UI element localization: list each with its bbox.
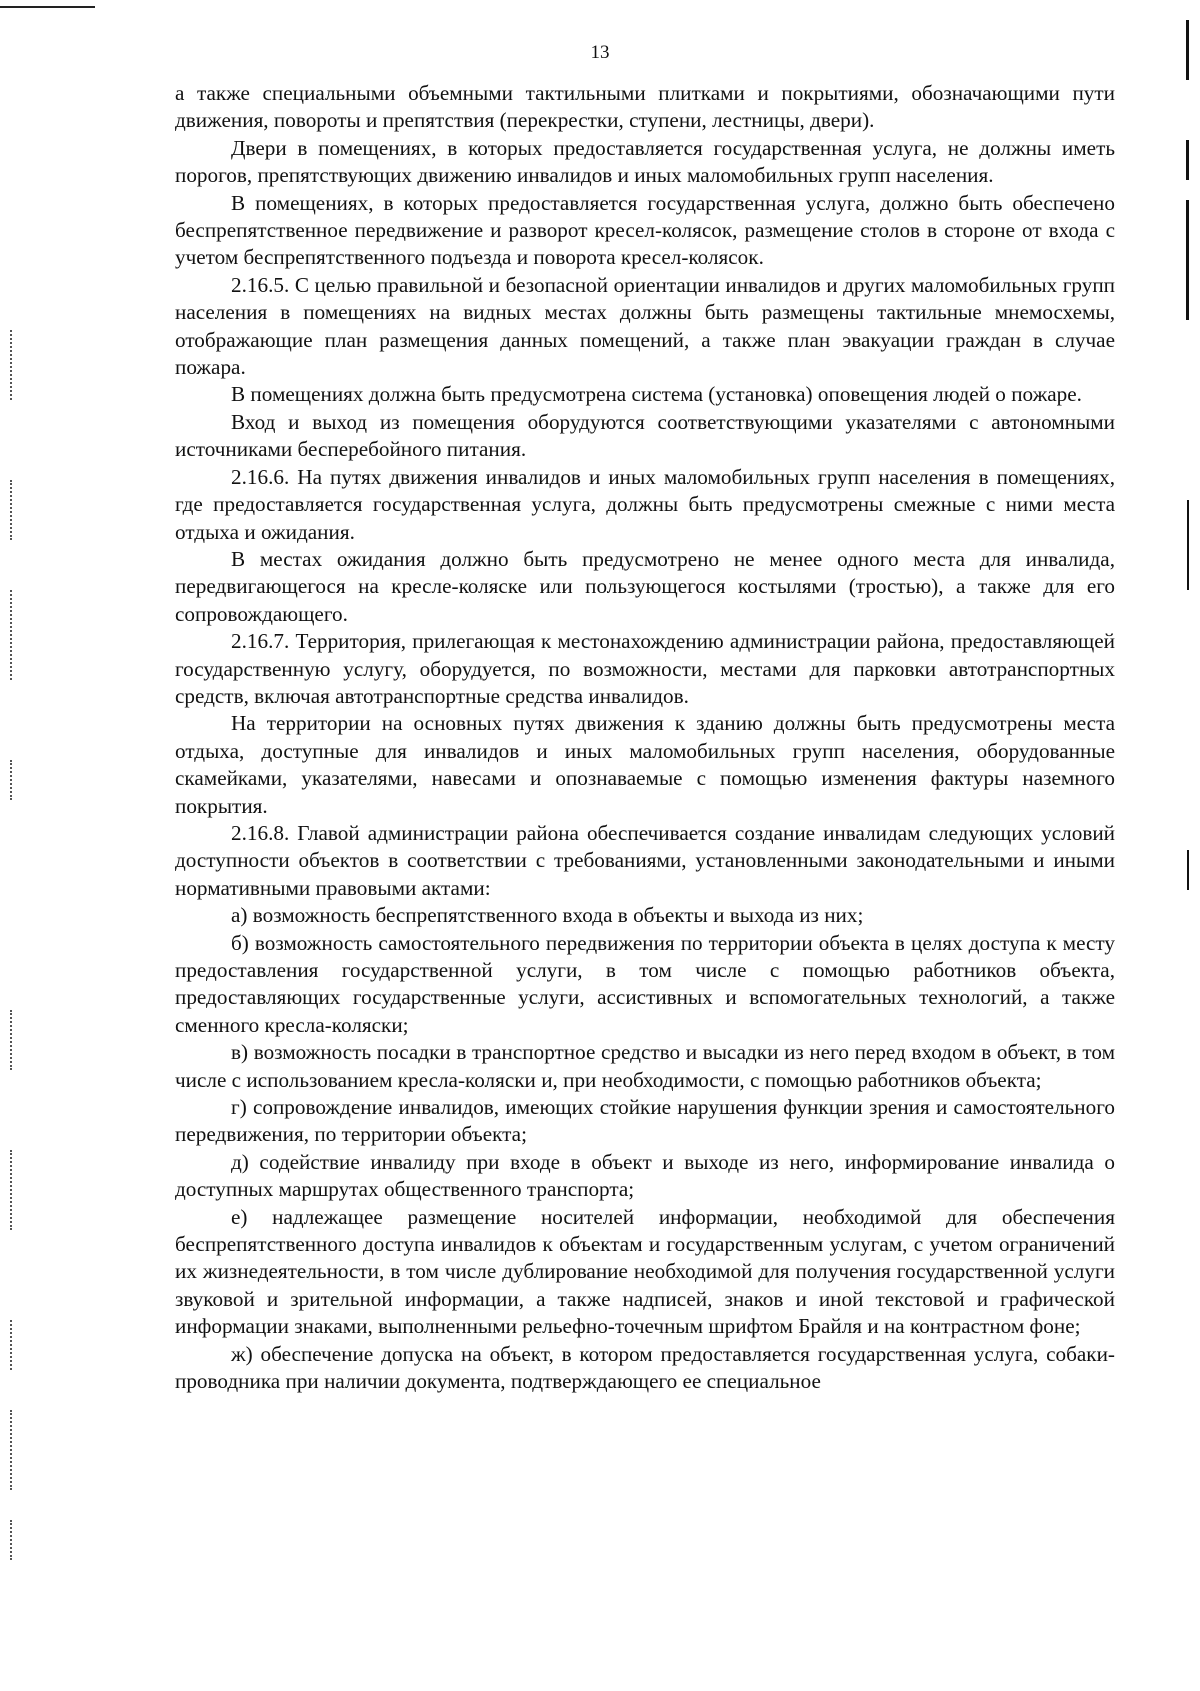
scan-edge-mark-right-4 — [1187, 500, 1189, 590]
scan-edge-mark-right-3 — [1186, 200, 1189, 320]
top-scan-rule — [0, 6, 95, 8]
paragraph: На территории на основных путях движения к зданию должны быть предусмотрены места отдыха, доступные для инвалидов и иных маломобильных групп населения, оборудованные скамейками, указателями, навесами и опознаваемые с помощью изменения фактуры наземного покрытия. — [175, 711, 1115, 818]
scan-edge-mark-left-8 — [10, 1410, 14, 1490]
paragraph: а также специальными объемными тактильными плитками и покрытиями, обозначающими пути движения, повороты и препятствия (перекрестки, ступени, лестницы, двери). — [175, 81, 1115, 133]
paragraph: Вход и выход из помещения оборудуются соответствующими указателями с автономными источниками бесперебойного питания. — [175, 409, 1115, 462]
scan-edge-mark-left-7 — [10, 1320, 14, 1370]
scan-edge-mark-left-5 — [10, 1010, 14, 1070]
scan-edge-mark-left-3 — [10, 590, 14, 680]
page-number: 13 — [590, 42, 610, 63]
scan-edge-mark-left-6 — [10, 1150, 14, 1230]
scan-edge-mark-left-2 — [10, 480, 14, 540]
paragraph: В помещениях должна быть предусмотрена система (установка) оповещения людей о пожаре. — [231, 382, 1082, 407]
scan-edge-mark-right-2 — [1186, 140, 1189, 180]
paragraph: 2.16.8. Главой администрации района обеспечивается создание инвалидам следующих условий доступности объектов в соответствии с требованиями, установленными законодательными и иными нормативными правовыми актами: — [175, 820, 1115, 900]
paragraph: б) возможность самостоятельного передвижения по территории объекта в целях доступа к месту предоставления государственной услуги, в том числе с помощью работников объекта, предоставляющих государственные услуги, ассистивных и вспомогательных технологий, а также сменного кресла-коляски; — [175, 930, 1115, 1037]
paragraph: ж) обеспечение допуска на объект, в котором предоставляется государственная услуга, собаки-проводника при наличии документа, подтверждающего ее специальное — [175, 1341, 1115, 1394]
paragraph: в) возможность посадки в транспортное средство и высадки из него перед входом в объект, в том числе с использованием кресла-коляски и, при необходимости, с помощью работников объекта; — [175, 1040, 1115, 1092]
document-body — [175, 80, 1115, 1396]
paragraph: д) содействие инвалиду при входе в объект и выходе из него, информирование инвалида о доступных маршрутах общественного транспорта; — [175, 1149, 1115, 1202]
scan-edge-mark-left-4 — [10, 760, 14, 800]
paragraph: г) сопровождение инвалидов, имеющих стойкие нарушения функции зрения и самостоятельного передвижения, по территории объекта; — [175, 1095, 1115, 1147]
scan-edge-mark-left-1 — [10, 330, 14, 400]
paragraph: В помещениях, в которых предоставляется государственная услуга, должно быть обеспечено беспрепятственное передвижение и разворот кресел-колясок, размещение столов в стороне от входа с учетом беспрепятственного подъезда и поворота кресел-колясок. — [175, 190, 1115, 270]
paragraph: Двери в помещениях, в которых предоставляется государственная услуга, не должны иметь порогов, препятствующих движению инвалидов и иных маломобильных групп населения. — [175, 135, 1115, 188]
paragraph: В местах ожидания должно быть предусмотрено не менее одного места для инвалида, передвигающегося на кресле-коляске или пользующегося костылями (тростью), а также для его сопровождающего. — [175, 546, 1115, 626]
paragraph: а) возможность беспрепятственного входа в объекты и выхода из них; — [231, 903, 864, 928]
paragraph: 2.16.7. Территория, прилегающая к местонахождению администрации района, предоставляющей государственную услугу, оборудуется, по возможности, местами для парковки автотранспортных средств, включая автотранспортные средства инвалидов. — [175, 629, 1115, 708]
paragraph: 2.16.6. На путях движения инвалидов и иных маломобильных групп населения в помещениях, где предоставляется государственная услуга, должны быть предусмотрены смежные с ними места отдыха и ожидания. — [175, 464, 1115, 544]
scan-edge-mark-left-9 — [10, 1520, 14, 1560]
paragraph: 2.16.5. С целью правильной и безопасной ориентации инвалидов и других маломобильных групп населения в помещениях на видных местах должны быть размещены тактильные мнемосхемы, отображающие план размещения данных помещений, а также план эвакуации граждан в случае пожара. — [175, 272, 1115, 380]
scan-edge-mark-right-5 — [1187, 850, 1189, 890]
paragraph: е) надлежащее размещение носителей информации, необходимой для обеспечения беспрепятственного доступа инвалидов к объектам и государственным услугам, с учетом ограничений их жизнедеятельности, в том числе дублирование необходимой для получения государственной услуги звуковой и зрительной информации, а также надписей, знаков и иной текстовой и графической информации знаками, выполненными рельефно-точечным шрифтом Брайля и на контрастном фоне; — [175, 1204, 1115, 1339]
